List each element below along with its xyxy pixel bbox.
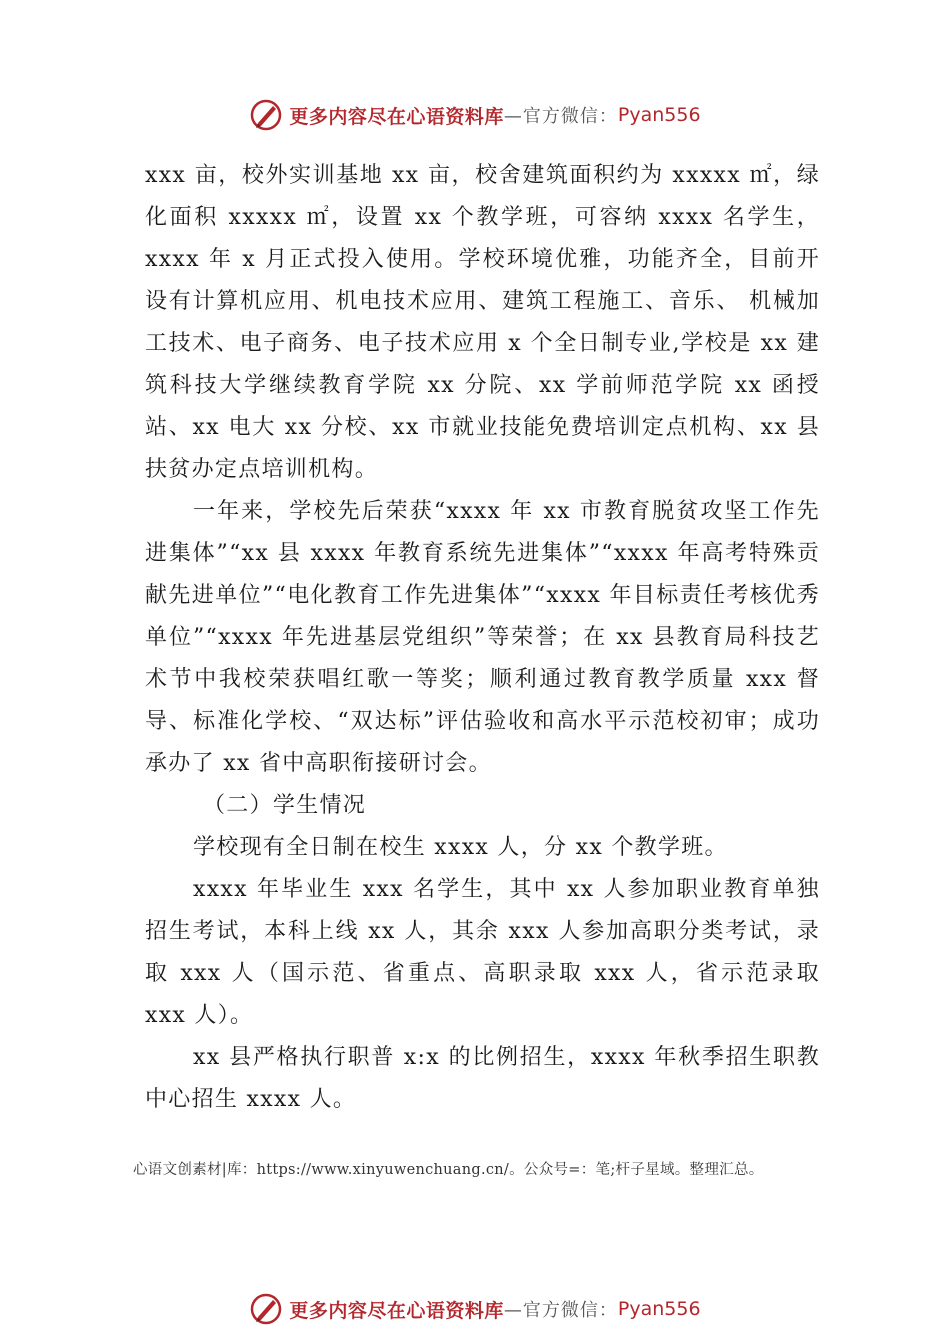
banner-wechat-label: —官方微信： [503, 106, 618, 127]
header-banner [0, 95, 950, 135]
paragraph-admissions: xx 县严格执行职普 x:x 的比例招生，xxxx 年秋季招生职教中心招生 xxxx 人。 [145, 1045, 820, 1112]
footer-banner [0, 1289, 950, 1329]
pen-logo-icon [249, 1292, 283, 1326]
paragraph-enrollment: 学校现有全日制在校生 xxxx 人，分 xx 个教学班。 [193, 835, 728, 860]
paragraph-graduates: xxxx 年毕业生 xxx 名学生，其中 xx 人参加职业教育单独招生考试，本科上线 xx 人，其余 xxx 人参加高职分类考试，录取 xxx 人（国示范、省重点、高职录取 xxx 人，省示范录取 xxx 人）。 [145, 877, 820, 1028]
banner-wechat-id: Pyan556 [617, 1298, 701, 1320]
pen-logo-icon [249, 98, 283, 132]
document-body [145, 155, 820, 1121]
paragraph-honors: 一年来，学校先后荣获“xxxx 年 xx 市教育脱贫攻坚工作先进集体”“xx 县 xxxx 年教育系统先进集体”“xxxx 年高考特殊贡献先进单位”“电化教育工作先进集体”“xxxx 年目标责任考核优秀单位”“xxxx 年先进基层党组织”等荣誉；在 xx 县教育局科技艺术节中我校荣获唱红歌一等奖；顺利通过教育教学质量 xxx 督导、标准化学校、“双达标”评估验收和高水平示范校初审；成功承办了 xx 省中高职衔接研讨会。 [145, 499, 820, 776]
paragraph-school-overview: xxx 亩，校外实训基地 xx 亩，校舍建筑面积约为 xxxxx ㎡，绿化面积 xxxxx ㎡，设置 xx 个教学班，可容纳 xxxx 名学生，xxxx 年 x 月正式投入使用。学校环境优雅，功能齐全，目前开设有计算机应用、机电技术应用、建筑工程施工、音乐、 机械加工技术、电子商务、电子技术应用 x 个全日制专业,学校是 xx 建筑科技大学继续教育学院 xx 分院、xx 学前师范学院 xx 函授站、xx 电大 xx 分校、xx 市就业技能免费培训定点机构、xx 县扶贫办定点培训机构。 [145, 163, 820, 482]
source-note: 心语文创素材|库：https://www.xinyuwenchuang.cn/。公众号=：笔;杆子星域。整理汇总。 [133, 1162, 764, 1178]
section-heading-students: （二）学生情况 [203, 793, 367, 818]
banner-title: 更多内容尽在心语资料库 [289, 1299, 504, 1322]
banner-title: 更多内容尽在心语资料库 [289, 105, 504, 128]
banner-wechat-label: —官方微信： [503, 1300, 618, 1321]
banner-wechat-id: Pyan556 [617, 104, 701, 126]
